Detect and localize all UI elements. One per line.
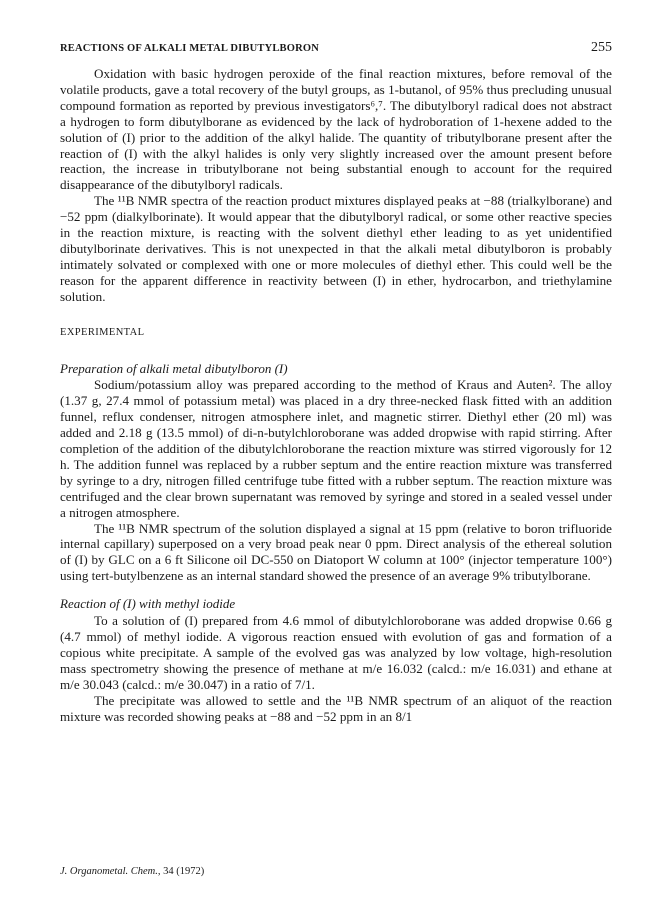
paragraph-glc-analysis: The ¹¹B NMR spectrum of the solution displayed a signal at 15 ppm (relative to boron trifluoride internal capillary) superposed on a very broad peak near 0 ppm. Direct analysis of the ethereal solution of (I) by GLC on a 6 ft Silicone oil DC-550 on Diatoport W column at 100° (injector temperature 100°) using tert-butylbenzene as an internal standard showed the presence of an average 9% tributylborane. xyxy=(60,520,612,584)
paragraph-nmr: The ¹¹B NMR spectra of the reaction product mixtures displayed peaks at −88 (trialkylborane) and −52 ppm (dialkylborinate). It would appear that the dibutylboryl radical, or some other reactive species in the reaction mixture, is reacting with the solvent diethyl ether leading to as yet unidentified dibutylborinate derivatives. This is not unexpected in that the alkali metal dibutylboron is probably intimately solvated or complexed with one or more molecules of diethyl ether. This could well be the reason for the apparent difference in reactivity between (I) in ether, hydrocarbon, and triethylamine solution. xyxy=(60,193,612,304)
journal-volume: 34 (1972) xyxy=(163,866,205,877)
paragraph-precipitate: The precipitate was allowed to settle and the ¹¹B NMR spectrum of an aliquot of the reaction mixture was recorded showing peaks at −88 and −52 ppm in an 8/1 xyxy=(60,692,612,724)
subheading-preparation: Preparation of alkali metal dibutylboron (I) xyxy=(60,360,288,376)
page-body xyxy=(60,40,612,724)
page-number: 255 xyxy=(591,40,612,55)
journal-name: J. Organometal. Chem., xyxy=(60,866,161,877)
section-heading-experimental: EXPERIMENTAL xyxy=(60,326,145,338)
paragraph-methyl-iodide: To a solution of (I) prepared from 4.6 mmol of dibutylchloroborane was added dropwise 0.66 g (4.7 mmol) of methyl iodide. A vigorous reaction ensued with evolution of gas and formation of a copious white precipitate. A sample of the evolved gas was analyzed by low voltage, high-resolution mass spectrometry showing the presence of methane at m/e 16.032 (calcd.: m/e 16.031) and ethane at m/e 30.043 (calcd.: m/e 30.047) in a ratio of 7/1. xyxy=(60,613,612,692)
running-title: REACTIONS OF ALKALI METAL DIBUTYLBORON xyxy=(60,43,320,54)
subheading-methyl-iodide: Reaction of (I) with methyl iodide xyxy=(60,596,236,612)
paragraph-preparation: Sodium/potassium alloy was prepared according to the method of Kraus and Auten². The alloy (1.37 g, 27.4 mmol of potassium metal) was placed in a dry three-necked flask fitted with an addition funnel, reflux condenser, nitrogen atmosphere inlet, and magnetic stirrer. Diethyl ether (20 ml) was added and 2.18 g (13.5 mmol) of di-n-butylchloroborane was added dropwise with rapid stirring. After completion of the addition of the dibutylchloroborane the reaction mixture was stirred vigorously for 12 h. The addition funnel was replaced by a rubber septum and the entire reaction mixture was transferred by syringe to a dry, nitrogen filled centrifuge tube fitted with a rubber septum. The reaction mixture was centrifuged and the clear brown supernatant was removed by syringe and stored in a sealed vessel under a nitrogen atmosphere. xyxy=(60,377,612,520)
running-header xyxy=(60,40,612,66)
paragraph-oxidation: Oxidation with basic hydrogen peroxide of the final reaction mixtures, before removal of the volatile products, gave a total recovery of the butyl groups, as 1-butanol, of 95% thus precluding unusual compound formation as reported by previous investigators⁶,⁷. The dibutylboryl radical does not abstract a hydrogen to form dibutylborane as evidenced by the lack of hydroboration of 1-hexene added to the solution of (I) prior to the addition of the alkyl halide. The quantity of tributylborane present after the reaction of (I) with the alkyl halides is only very slightly increased over the amount present before reaction, the increase in tributylborane not being substantial enough to account for the required disappearance of the dibutylboryl radicals. xyxy=(60,66,612,193)
journal-footer xyxy=(60,866,204,877)
